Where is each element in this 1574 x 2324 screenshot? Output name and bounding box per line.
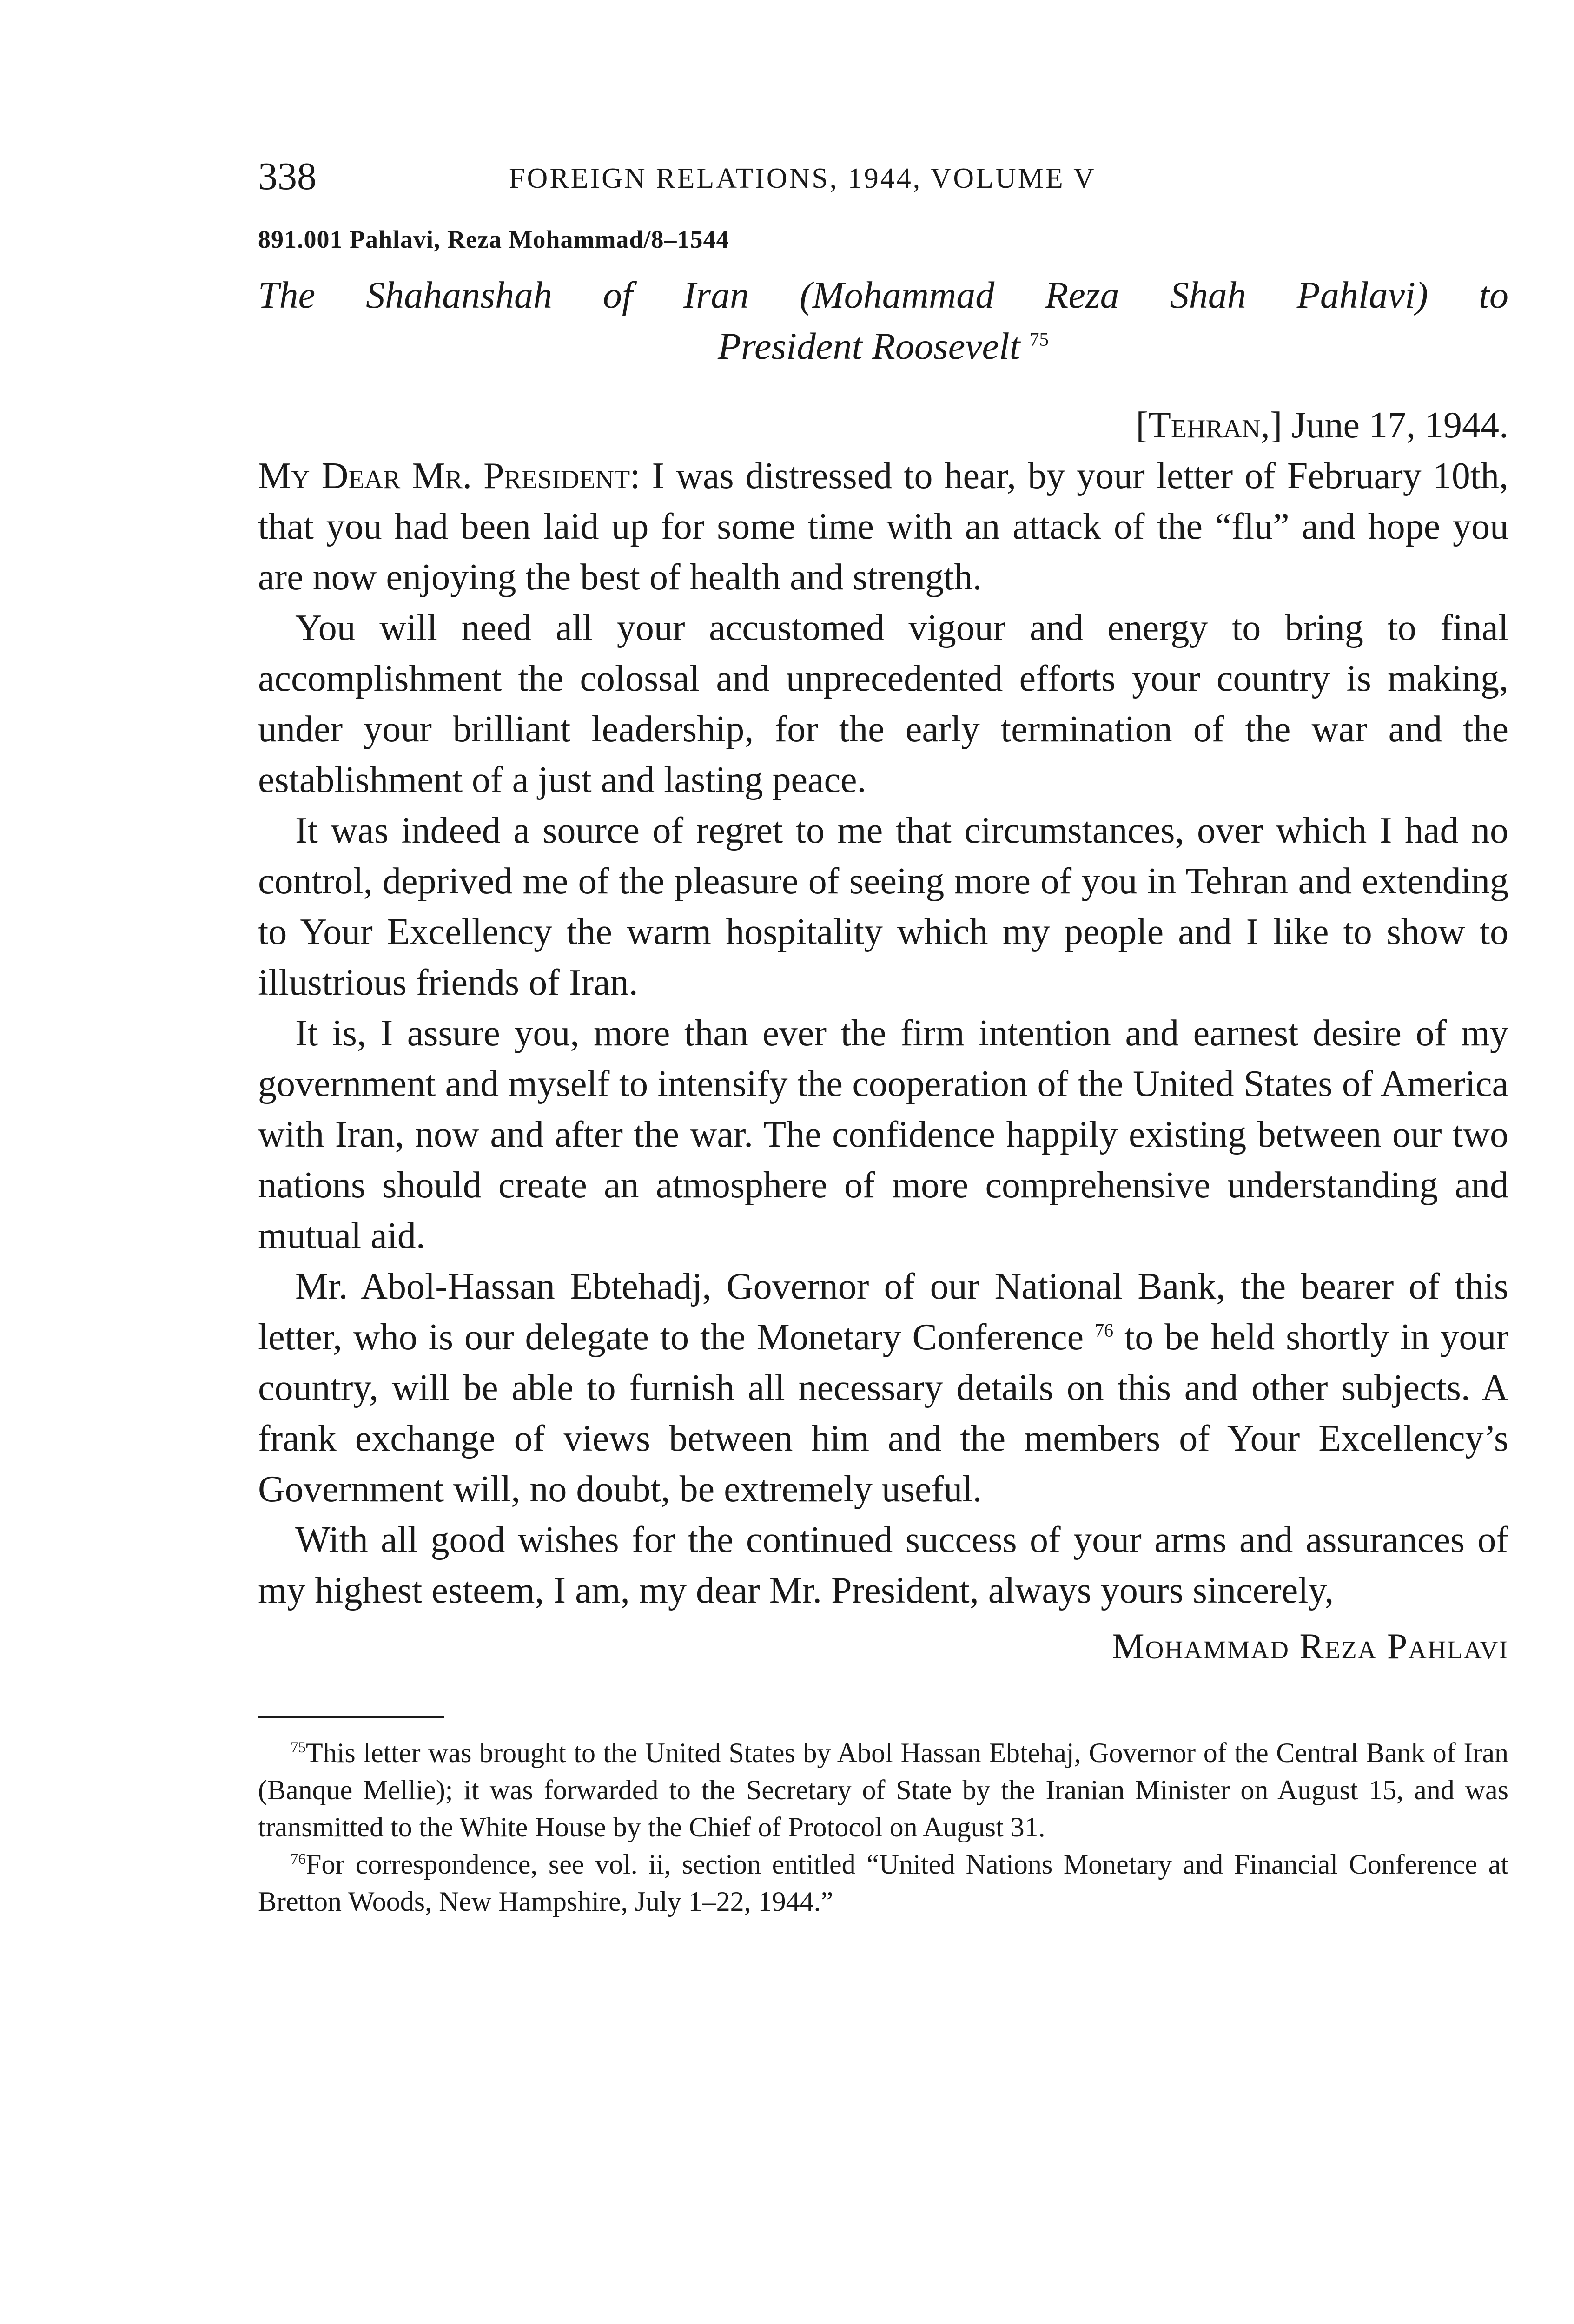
- footnote-divider: [258, 1716, 444, 1718]
- footnote-76-marker: 76: [291, 1851, 306, 1868]
- footnote-75-text: This letter was brought to the United States by Abol Hassan Ebtehaj, Governor of the Central Bank of Iran (Banque Mellie); it was forwarded to the Secretary of State by the Iranian Minister on August 15, and was transmitted to the White House by the Chief of Protocol on August 31.: [258, 1737, 1508, 1842]
- document-title-line2: [258, 321, 1508, 372]
- letter-paragraph-6: With all good wishes for the continued success of your arms and assurances of my highest esteem, I am, my dear Mr. President, always yours sincerely,: [258, 1519, 1508, 1611]
- salutation: My Dear Mr. President:: [258, 456, 641, 496]
- dateline-date: June 17, 1944.: [1291, 405, 1508, 446]
- paragraph-5-text-b: to be held shortly in your country, will be able to furnish all necessary details on this and other subjects. A frank exchange of views between him and the members of Your Excellency’s Government will, no doubt, be extremely useful.: [258, 1317, 1509, 1510]
- letter-paragraph-4: It is, I assure you, more than ever the firm intention and earnest desire of my government and myself to intensify the cooperation of the United States of America with Iran, now and after the war. The confidence happily existing between our two nations should create an atmosphere of more comprehensive understanding and mutual aid.: [258, 1013, 1508, 1256]
- letter-paragraph-1: [258, 451, 1508, 603]
- running-title: FOREIGN RELATIONS, 1944, VOLUME V: [509, 163, 1096, 194]
- document-title-line1: The Shahanshah of Iran (Mohammad Reza Shah Pahlavi) to: [258, 274, 1508, 316]
- paragraph-5-text-a: Mr. Abol-Hassan Ebtehadj, Governor of our National Bank, the bearer of this letter, who is our delegate to the Monetary Conference: [258, 1266, 1508, 1358]
- letter-paragraph-5: [258, 1261, 1508, 1515]
- letter-paragraph-2: You will need all your accustomed vigour and energy to bring to final accomplishment the colossal and unprecedented efforts your country is making, under your brilliant leadership, for the early termination of the war and the establishment of a just and lasting peace.: [258, 607, 1508, 800]
- document-title-recipient: President Roosevelt: [718, 325, 1020, 367]
- letter-paragraph-3: It was indeed a source of regret to me that circumstances, over which I had no control, deprived me of the pleasure of seeing more of you in Tehran and extending to Your Excellency the warm hospitality which my people and I like to show to illustrious friends of Iran.: [258, 810, 1508, 1003]
- footnote-ref-75: 75: [1029, 328, 1049, 350]
- footnote-76-text: For correspondence, see vol. ii, section entitled “United Nations Monetary and Financial Conference at Bretton Woods, New Hampshire, July 1–22, 1944.”: [258, 1849, 1508, 1917]
- footnote-75: [258, 1734, 1508, 1846]
- dateline-place: [Tehran,]: [1136, 405, 1283, 446]
- footnote-75-marker: 75: [291, 1739, 306, 1756]
- footnote-76: [258, 1846, 1508, 1920]
- footnote-ref-76: 76: [1095, 1320, 1114, 1341]
- page-number: 338: [258, 155, 317, 198]
- dateline: [258, 400, 1508, 451]
- document-page: [258, 153, 1508, 1920]
- paragraph-1-text: I was distressed to hear, by your letter of February 10th, that you had been laid up for some time with an attack of the “flu” and hope you are now enjoying the best of health and strength.: [258, 456, 1509, 598]
- file-reference: 891.001 Pahlavi, Reza Mohammad/8–1544: [258, 225, 729, 253]
- signature: Mohammad Reza Pahlavi: [1112, 1626, 1508, 1666]
- running-header: [258, 153, 1508, 205]
